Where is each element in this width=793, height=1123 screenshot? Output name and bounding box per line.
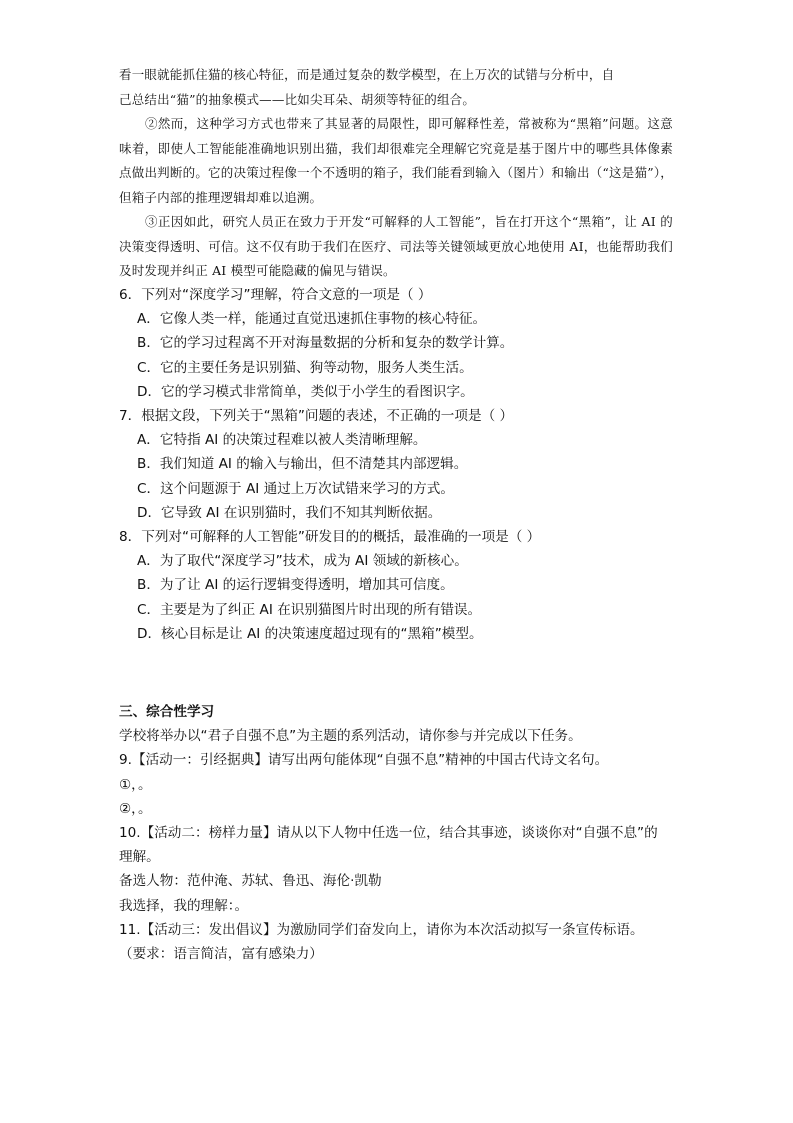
reading-passage: [119, 63, 673, 284]
option-d: D．它导致 AI 在识别猫时，我们不知其判断依据。: [137, 504, 442, 521]
candidate-list: 备选人物：范仲淹、苏轼、鲁迅、海伦·凯勒: [119, 873, 382, 890]
option-a: A．它像人类一样，能通过直觉迅速抓住事物的核心特征。: [137, 311, 487, 328]
passage-paragraph-1-line-2: 己总结出“猫”的抽象模式——比如尖耳朵、胡须等特征的组合。: [119, 91, 476, 107]
question-stem: 6．下列对“深度学习”理解，符合文意的一项是（ ）: [119, 287, 432, 303]
question-10-line-1: 10.【活动二：榜样力量】请从以下人物中任选一位，结合其事迹，谈谈你对“自强不息”的: [119, 825, 658, 842]
question-9: 9.【活动一：引经据典】请写出两句能体现“自强不息”精神的中国古代诗文名句。: [119, 752, 609, 769]
question-stem: 7．根据文段，下列关于“黑箱”问题的表述，不正确的一项是（ ）: [119, 408, 514, 425]
question-10-line-2: 理解。: [119, 849, 160, 866]
option-a: A．它特指 AI 的决策过程难以被人类清晰理解。: [137, 432, 427, 449]
answer-line-1: ①，。: [119, 776, 152, 793]
option-c: C．这个问题源于 AI 通过上万次试错来学习的方式。: [137, 480, 454, 497]
option-c: C．主要是为了纠正 AI 在识别猫图片时出现的所有错误。: [137, 601, 482, 618]
question-11-requirement: （要求：语言简洁，富有感染力）: [119, 946, 323, 963]
option-b: B．它的学习过程离不开对海量数据的分析和复杂的数学计算。: [137, 335, 514, 352]
option-b: B．我们知道 AI 的输入与输出，但不清楚其内部逻辑。: [137, 456, 468, 473]
option-c: C．它的主要任务是识别猫、狗等动物，服务人类生活。: [137, 359, 473, 376]
question-6: [119, 283, 679, 404]
question-11: 11.【活动三：发出倡议】为激励同学们奋发向上，请你为本次活动拟写一条宣传标语。: [119, 921, 644, 938]
section-intro: 学校将举办以“君子自强不息”为主题的系列活动，请你参与并完成以下任务。: [119, 728, 582, 745]
question-7: [119, 404, 679, 525]
option-d: D．它的学习模式非常简单，类似于小学生的看图识字。: [137, 383, 474, 400]
integrated-learning-section: [119, 700, 679, 966]
passage-paragraph-2: ②然而，这种学习方式也带来了其显著的局限性，即可解释性差，常被称为“黑箱”问题。这意味着，即使人工智能能准确地识别出猫，我们却很难完全理解它究竟是基于图片中的哪些具体像素点做出判断的。它的决策过程像一个不透明的箱子，我们能看到输入（图片）和输出（“这是猫”），但箱子内部的推理逻辑却难以追溯。: [119, 116, 673, 205]
question-stem: 8．下列对“可解释的人工智能”研发目的的概括，最准确的一项是（ ）: [119, 529, 541, 546]
option-a: A．为了取代“深度学习”技术，成为 AI 领域的新核心。: [137, 553, 468, 570]
question-list: [119, 283, 679, 646]
passage-paragraph-3: ③正因如此，研究人员正在致力于开发“可解释的人工智能”，旨在打开这个“黑箱”，让 AI 的决策变得透明、可信。这不仅有助于我们在医疗、司法等关键领域更放心地使用 AI，也能帮助我们及时发现并纠正 AI 模型可能隐藏的偏见与错误。: [119, 214, 673, 278]
choice-line: 我选择，我的理解：。: [119, 897, 249, 914]
option-d: D．核心目标是让 AI 的决策速度超过现有的“黑箱”模型。: [137, 625, 483, 642]
answer-line-2: ②，。: [119, 800, 152, 817]
section-title: 三、综合性学习: [119, 704, 215, 720]
question-8: [119, 525, 679, 646]
option-b: B．为了让 AI 的运行逻辑变得透明，增加其可信度。: [137, 577, 454, 594]
passage-paragraph-1-line-1: 看一眼就能抓住猫的核心特征，而是通过复杂的数学模型，在上万次的试错与分析中，自: [119, 67, 615, 82]
